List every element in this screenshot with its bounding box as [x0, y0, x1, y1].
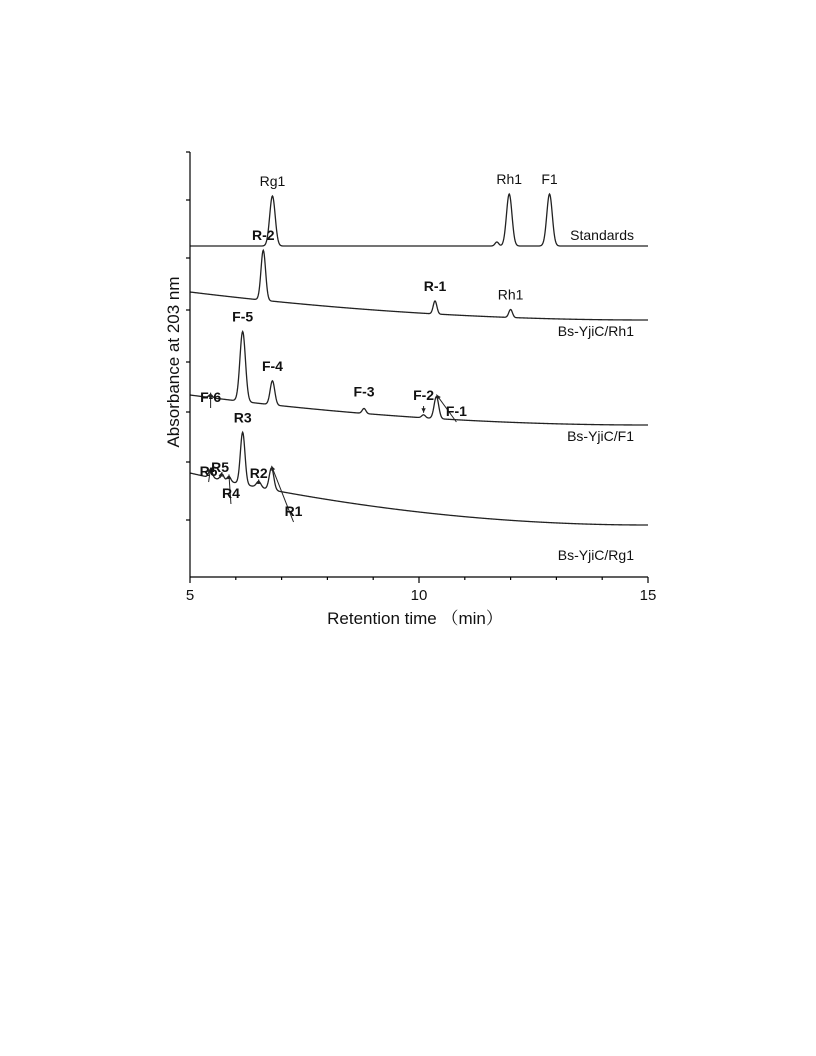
trace-name: Standards	[570, 227, 634, 243]
peak-label: R-1	[423, 277, 447, 294]
x-tick-label: 5	[185, 587, 195, 604]
peak-label: Rg1	[259, 173, 286, 189]
x-axis-ticks	[186, 577, 657, 604]
trace-name: Bs-YjiC/Rh1	[557, 323, 634, 339]
peak-label: R-2	[251, 227, 275, 244]
x-tick-label: 10	[410, 587, 428, 604]
x-tick-label: 15	[639, 587, 657, 604]
peak-label: F1	[541, 171, 558, 187]
peak-label: R6	[199, 463, 218, 479]
trace-line	[190, 250, 648, 320]
trace-line	[190, 332, 648, 426]
peak-label: R1	[284, 503, 303, 519]
peak-label: Rh1	[497, 286, 524, 303]
peak-label: R2	[249, 465, 268, 481]
peak-label: R4	[221, 485, 240, 501]
peak-label: F-1	[445, 403, 467, 419]
trace-name: Bs-YjiC/F1	[567, 428, 634, 444]
peak-arrowhead	[421, 408, 425, 413]
peak-label: F-5	[232, 308, 254, 325]
peak-label: F-6	[200, 389, 222, 405]
peak-label: Rh1	[496, 171, 523, 187]
y-axis-label: Absorbance at 203 nm	[164, 276, 183, 448]
peak-label: F-4	[261, 357, 283, 374]
x-axis-label: Retention time （min）	[327, 609, 503, 628]
plot-area	[190, 171, 648, 563]
peak-label: F-2	[413, 387, 435, 403]
peak-label: R5	[211, 459, 230, 475]
peak-label: R3	[233, 409, 252, 426]
trace-name: Bs-YjiC/Rg1	[557, 547, 634, 563]
peak-label: F-3	[353, 383, 375, 400]
